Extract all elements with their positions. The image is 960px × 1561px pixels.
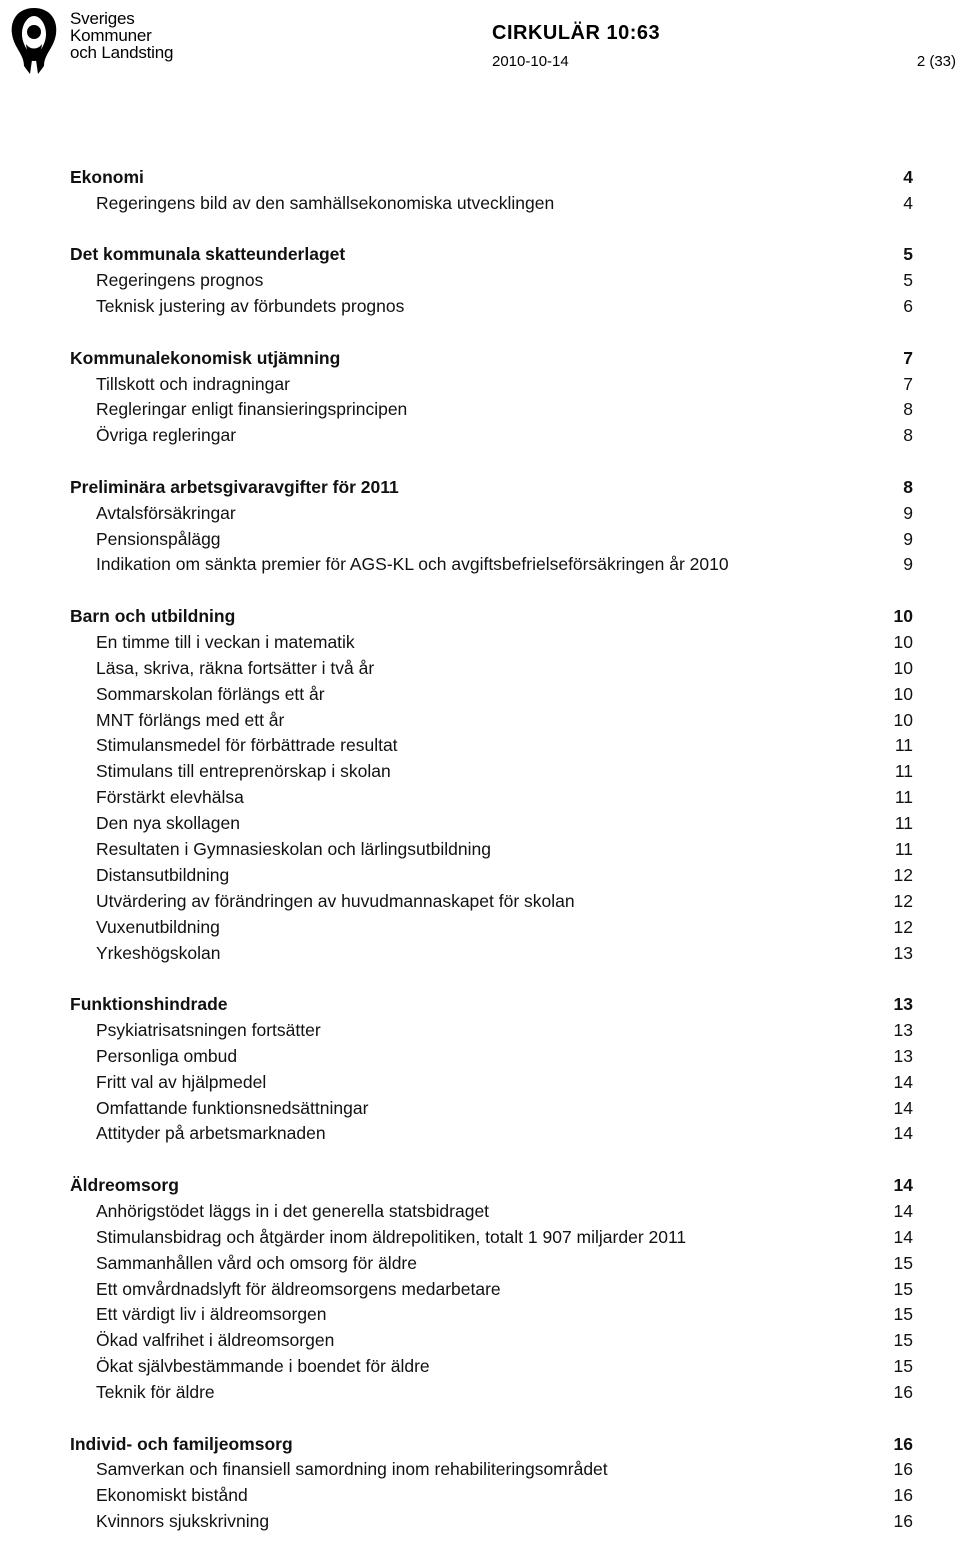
toc-entry[interactable]	[70, 915, 913, 941]
toc-heading-title: Ekonomi	[70, 167, 144, 187]
toc-entry[interactable]	[70, 397, 913, 423]
toc-entry-page: 9	[903, 554, 913, 575]
toc-entry-page: 12	[893, 916, 913, 937]
toc-entry[interactable]	[70, 527, 913, 553]
toc-entry[interactable]	[70, 268, 913, 294]
toc-entry-title: Regeringens bild av den samhällsekonomiska utvecklingen	[96, 192, 555, 213]
toc-entry[interactable]	[70, 1328, 913, 1354]
toc-entry[interactable]	[70, 1380, 913, 1406]
toc-entry-page: 15	[893, 1330, 913, 1351]
toc-heading[interactable]	[70, 1432, 913, 1458]
toc-entry-page: 4	[903, 192, 913, 213]
toc-entry-page: 11	[894, 813, 913, 834]
toc-heading-page: 13	[893, 994, 913, 1015]
toc-entry-page: 10	[893, 657, 913, 678]
toc-entry[interactable]	[70, 1483, 913, 1509]
toc-section	[70, 992, 913, 1147]
toc-heading[interactable]	[70, 242, 913, 268]
toc-entry-page: 15	[893, 1304, 913, 1325]
toc-entry-page: 9	[903, 502, 913, 523]
toc-entry-page: 13	[893, 942, 913, 963]
toc-entry[interactable]	[70, 1251, 913, 1277]
toc-section	[70, 1432, 913, 1536]
toc-entry-page: 11	[894, 787, 913, 808]
toc-entry-title: Ökat självbestämmande i boendet för äldre	[96, 1356, 430, 1377]
toc-heading-page: 16	[893, 1433, 913, 1454]
toc-entry[interactable]	[70, 1509, 913, 1535]
toc-entry[interactable]	[70, 1096, 913, 1122]
toc-entry[interactable]	[70, 889, 913, 915]
toc-entry-page: 16	[893, 1382, 913, 1403]
toc-section	[70, 242, 913, 320]
toc-entry[interactable]	[70, 759, 913, 785]
logo-wordmark	[70, 10, 173, 61]
toc-entry-page: 10	[893, 683, 913, 704]
toc-entry-title: Tillskott och indragningar	[96, 373, 290, 394]
toc-section	[70, 475, 913, 579]
toc-entry-title: Förstärkt elevhälsa	[96, 787, 244, 808]
toc-heading[interactable]	[70, 1173, 913, 1199]
toc-entry-title: Läsa, skriva, räkna fortsätter i två år	[96, 657, 375, 678]
toc-section	[70, 346, 913, 450]
toc-entry-title: Den nya skollagen	[96, 813, 240, 834]
logo-line-3: och Landsting	[70, 43, 174, 62]
toc-entry-page: 7	[903, 373, 913, 394]
toc-entry-title: Teknik för äldre	[96, 1382, 215, 1403]
toc-entry[interactable]	[70, 941, 913, 967]
toc-entry-title: Fritt val av hjälpmedel	[96, 1071, 267, 1092]
toc-heading-title: Individ- och familjeomsorg	[70, 1433, 293, 1454]
skl-logo-mark-icon	[4, 4, 64, 76]
toc-entry-page: 15	[893, 1252, 913, 1273]
toc-entry-page: 10	[893, 631, 913, 652]
toc-entry[interactable]	[70, 630, 913, 656]
toc-heading-page: 10	[893, 605, 913, 626]
toc-entry-page: 11	[894, 735, 913, 756]
toc-entry-page: 11	[894, 761, 913, 782]
toc-entry-title: Psykiatrisatsningen fortsätter	[96, 1019, 321, 1040]
toc-entry[interactable]	[70, 191, 913, 217]
document-title: CIRKULÄR 10:63	[492, 22, 661, 44]
toc-entry-page: 11	[894, 838, 913, 859]
toc-heading-page: 5	[903, 244, 913, 265]
toc-entry[interactable]	[70, 733, 913, 759]
toc-entry-title: Yrkeshögskolan	[96, 942, 221, 963]
toc-entry-page: 14	[893, 1097, 913, 1118]
toc-entry-title: Personliga ombud	[96, 1045, 238, 1066]
page-header	[0, 0, 960, 90]
toc-heading[interactable]	[70, 992, 913, 1018]
toc-entry-title: Ekonomiskt bistånd	[96, 1485, 248, 1506]
toc-entry[interactable]	[70, 1302, 913, 1328]
toc-entry-title: Distansutbildning	[96, 864, 230, 885]
toc-entry-page: 9	[903, 528, 913, 549]
toc-entry-title: En timme till i veckan i matematik	[96, 631, 355, 652]
toc-entry[interactable]	[70, 1199, 913, 1225]
toc-entry[interactable]	[70, 682, 913, 708]
toc-heading-page: 4	[903, 167, 913, 187]
toc-heading-title: Funktionshindrade	[70, 994, 228, 1015]
toc-entry-page: 15	[893, 1278, 913, 1299]
toc-entry-page: 12	[893, 864, 913, 885]
toc-section	[70, 165, 913, 217]
toc-entry-page: 14	[893, 1226, 913, 1247]
toc-entry-title: Stimulansmedel för förbättrade resultat	[96, 735, 398, 756]
toc-entry[interactable]	[70, 1070, 913, 1096]
document-date: 2010-10-14	[492, 53, 569, 70]
toc-entry-page: 14	[893, 1200, 913, 1221]
table-of-contents	[70, 165, 913, 1561]
toc-entry-title: Ett omvårdnadslyft för äldreomsorgens medarbetare	[96, 1278, 501, 1299]
toc-entry-page: 12	[893, 890, 913, 911]
toc-entry-page: 16	[893, 1459, 913, 1480]
toc-entry-page: 14	[893, 1071, 913, 1092]
toc-entry-page: 8	[903, 399, 913, 420]
toc-entry-page: 16	[893, 1511, 913, 1532]
toc-entry-title: Resultaten i Gymnasieskolan och lärlingsutbildning	[96, 838, 491, 859]
toc-entry[interactable]	[70, 837, 913, 863]
toc-entry[interactable]	[70, 294, 913, 320]
toc-entry-title: Teknisk justering av förbundets prognos	[96, 296, 405, 317]
toc-section	[70, 604, 913, 966]
toc-entry-title: Sammanhållen vård och omsorg för äldre	[96, 1252, 417, 1273]
toc-entry-title: Stimulans till entreprenörskap i skolan	[96, 761, 391, 782]
toc-entry-page: 8	[903, 425, 913, 446]
toc-entry[interactable]	[70, 501, 913, 527]
toc-entry-title: Indikation om sänkta premier för AGS-KL och avgiftsbefrielseförsäkringen år 2010	[96, 554, 729, 575]
toc-entry[interactable]	[70, 1277, 913, 1303]
toc-entry-title: Avtalsförsäkringar	[96, 502, 236, 523]
toc-entry-title: Pensionspålägg	[96, 528, 221, 549]
toc-entry[interactable]	[70, 1121, 913, 1147]
toc-entry[interactable]	[70, 708, 913, 734]
toc-entry-page: 13	[893, 1019, 913, 1040]
page-number: 2 (33)	[916, 53, 956, 70]
toc-entry[interactable]	[70, 656, 913, 682]
toc-entry-page: 10	[893, 709, 913, 730]
toc-entry-title: Kvinnors sjukskrivning	[96, 1511, 270, 1532]
toc-heading-page: 14	[893, 1174, 913, 1195]
toc-entry-page: 13	[893, 1045, 913, 1066]
toc-heading[interactable]	[70, 346, 913, 372]
skl-logo	[4, 4, 184, 76]
toc-entry-title: Övriga regleringar	[96, 425, 237, 446]
toc-heading-title: Barn och utbildning	[70, 605, 236, 626]
toc-entry-title: Stimulansbidrag och åtgärder inom äldrepolitiken, totalt 1 907 miljarder 2011	[96, 1226, 687, 1247]
toc-entry[interactable]	[70, 1225, 913, 1251]
toc-entry-title: Anhörigstödet läggs in i det generella statsbidraget	[96, 1200, 490, 1221]
toc-entry[interactable]	[70, 1018, 913, 1044]
toc-heading-title: Det kommunala skatteunderlaget	[70, 244, 346, 265]
toc-entry-title: Ökad valfrihet i äldreomsorgen	[96, 1330, 335, 1351]
toc-heading-page: 7	[903, 347, 913, 368]
toc-entry-page: 6	[903, 296, 913, 317]
toc-entry-title: Samverkan och finansiell samordning inom rehabiliteringsområdet	[96, 1459, 608, 1480]
toc-entry[interactable]	[70, 423, 913, 449]
toc-heading-title: Kommunalekonomisk utjämning	[70, 347, 341, 368]
toc-heading-page: 8	[903, 476, 913, 497]
toc-entry-title: Omfattande funktionsnedsättningar	[96, 1097, 369, 1118]
toc-entry-page: 16	[893, 1485, 913, 1506]
toc-entry[interactable]	[70, 1457, 913, 1483]
toc-entry-title: Utvärdering av förändringen av huvudmannaskapet för skolan	[96, 890, 575, 911]
toc-entry[interactable]	[70, 552, 913, 578]
logo-line-1: Sveriges	[70, 9, 135, 28]
toc-heading[interactable]	[70, 165, 913, 191]
toc-entry[interactable]	[70, 785, 913, 811]
toc-entry[interactable]	[70, 863, 913, 889]
toc-entry-title: Regeringens prognos	[96, 270, 264, 291]
toc-section	[70, 1173, 913, 1406]
toc-entry-page: 14	[893, 1123, 913, 1144]
toc-heading[interactable]	[70, 604, 913, 630]
toc-entry[interactable]	[70, 372, 913, 398]
toc-entry[interactable]	[70, 1044, 913, 1070]
toc-heading[interactable]	[70, 475, 913, 501]
toc-entry-title: Ett värdigt liv i äldreomsorgen	[96, 1304, 327, 1325]
toc-heading-title: Äldreomsorg	[70, 1174, 179, 1195]
toc-entry[interactable]	[70, 1354, 913, 1380]
toc-entry-page: 5	[903, 270, 913, 291]
toc-entry[interactable]	[70, 811, 913, 837]
logo-line-2: Kommuner	[70, 26, 152, 45]
toc-entry-page: 15	[893, 1356, 913, 1377]
toc-entry-title: Sommarskolan förlängs ett år	[96, 683, 325, 704]
toc-heading-title: Preliminära arbetsgivaravgifter för 2011	[70, 476, 399, 497]
toc-entry-title: Vuxenutbildning	[96, 916, 220, 937]
toc-entry-title: MNT förlängs med ett år	[96, 709, 285, 730]
toc-entry-title: Attityder på arbetsmarknaden	[96, 1123, 326, 1144]
toc-entry-title: Regleringar enligt finansieringsprincipen	[96, 399, 408, 420]
